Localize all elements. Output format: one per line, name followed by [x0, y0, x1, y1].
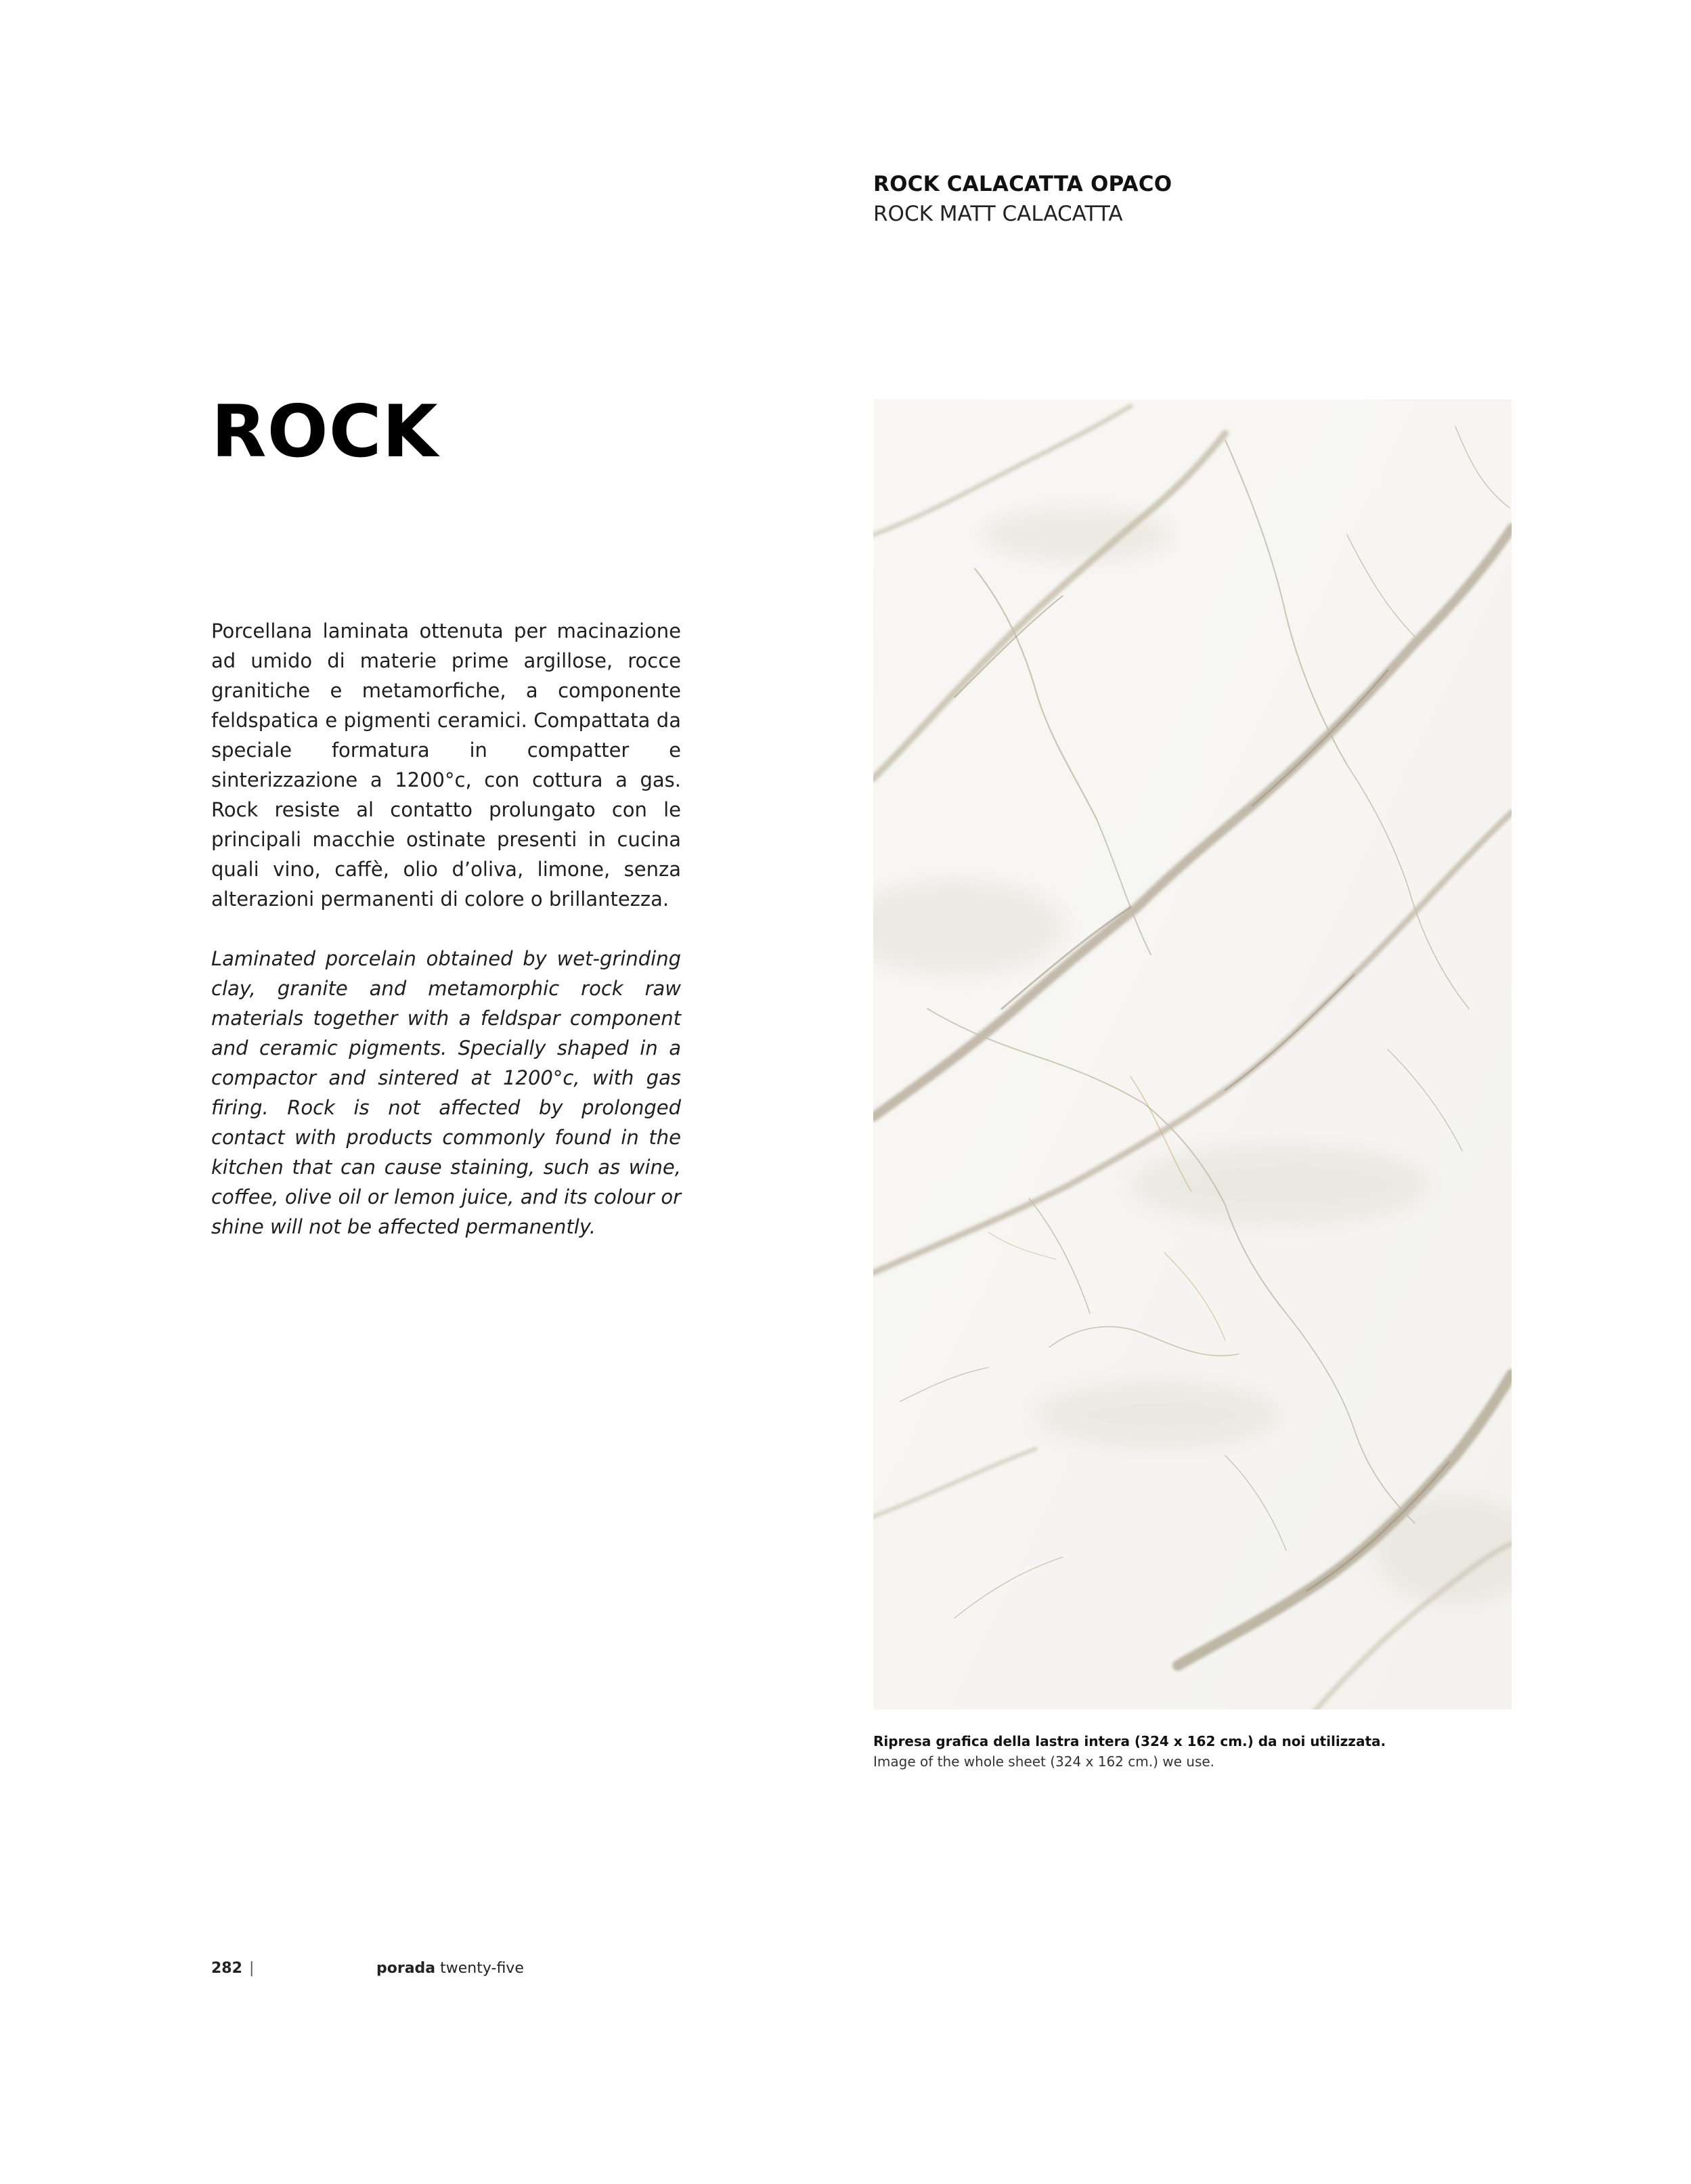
- image-caption: [873, 1731, 1516, 1772]
- page-title: ROCK: [211, 390, 439, 473]
- edition-name: twenty-five: [440, 1960, 524, 1977]
- caption-english: Image of the whole sheet (324 x 162 cm.) we use.: [873, 1753, 1215, 1770]
- footer-separator: |: [249, 1960, 255, 1977]
- page-number: 282: [211, 1960, 242, 1977]
- swatch-name-english: ROCK MATT CALACATTA: [873, 202, 1123, 226]
- caption-italian: Ripresa grafica della lastra intera (324 x 162 cm.) da noi utilizzata.: [873, 1733, 1386, 1749]
- description-italian: Porcellana laminata ottenuta per macinazione ad umido di materie prime argillose, rocce granitiche e metamorfiche, a componente feldspatica e pigmenti ceramici. Compattata da speciale formatura in compatter e sinterizzazione a 1200°c, con cottura a gas. Rock resiste al contatto prolungato con le principali macchie ostinate presenti in cucina quali vino, caffè, olio d’oliva, limone, senza alterazioni permanenti di colore o brillantezza.: [211, 619, 681, 911]
- swatch-header: [873, 169, 1516, 229]
- marble-slab-image: [873, 399, 1512, 1709]
- marble-veins-graphic: [873, 399, 1512, 1709]
- brand-name: porada: [376, 1960, 436, 1977]
- description-english: Laminated porcelain obtained by wet-grinding clay, granite and metamorphic rock raw materials together with a feldspar component and ceramic pigments. Specially shaped in a compactor and sintered at 1200°c, with gas firing. Rock is not affected by prolonged contact with products commonly found in the kitchen that can cause staining, such as wine, coffee, olive oil or lemon juice, and its colour or shine will not be affected permanently.: [211, 947, 681, 1238]
- swatch-name-italian: ROCK CALACATTA OPACO: [873, 172, 1172, 196]
- footer-brand: [376, 1955, 524, 1982]
- page-footer: [211, 1955, 820, 1982]
- description: [211, 616, 681, 1242]
